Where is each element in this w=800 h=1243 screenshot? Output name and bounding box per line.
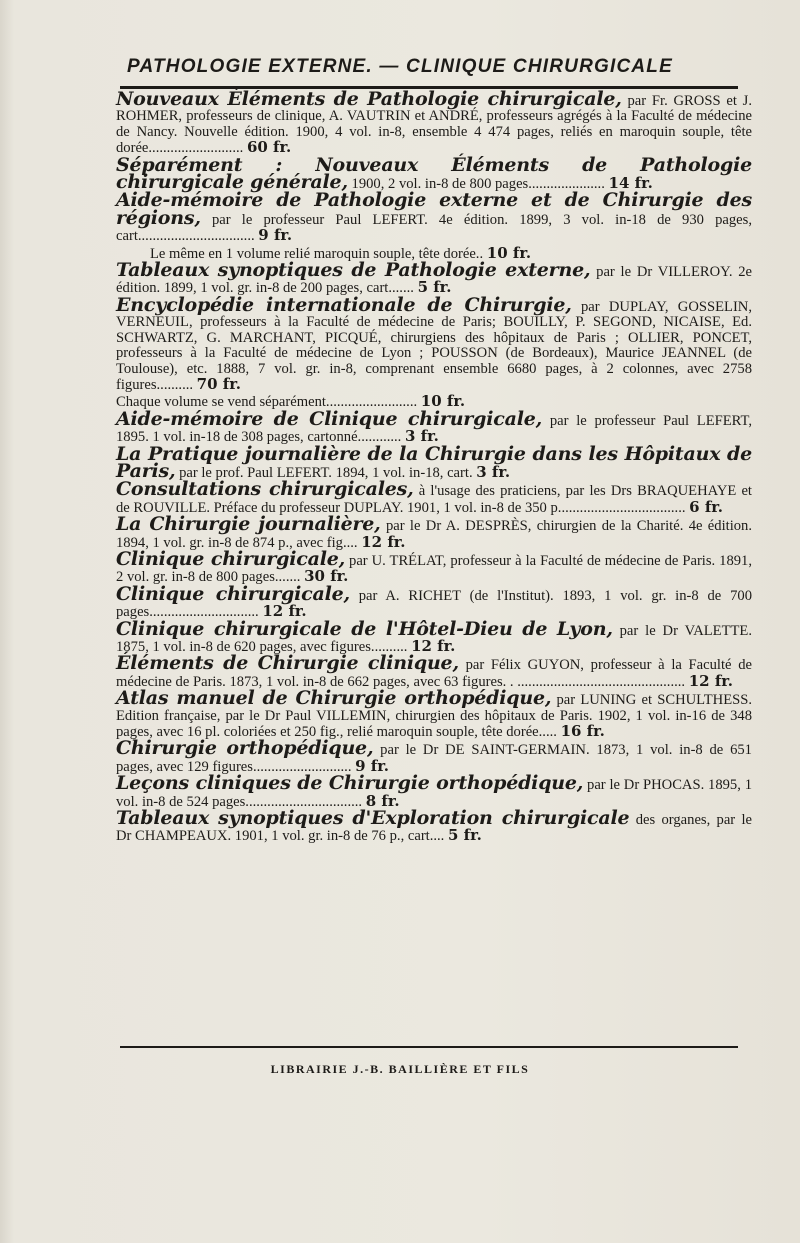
catalog-entry — [116, 513, 752, 551]
catalog-entry — [116, 478, 752, 516]
entry-price: 9 fr. — [355, 756, 390, 775]
publisher-footer: LIBRAIRIE J.-B. BAILLIÈRE ET FILS — [270, 1062, 530, 1076]
entry-text: par le Dr DE SAINT-GERMAIN. 1873, 1 vol. in-8 de 651 pages, avec 129 figures........................... — [116, 742, 752, 775]
entry-title: Clinique chirurgicale, — [116, 547, 346, 570]
entry-title: Aide-mémoire de Pathologie externe et de Chirurgie des régions, — [116, 189, 752, 229]
entry-price: 3 fr. — [405, 427, 439, 446]
entry-price: 5 fr. — [417, 278, 452, 297]
entry-title: Clinique chirurgicale, — [116, 582, 350, 605]
catalog-entry — [116, 582, 752, 621]
catalog-entry — [116, 772, 752, 810]
entry-price: 60 fr. — [246, 138, 292, 157]
entry-text: par le prof. Paul LEFERT. 1894, 1 vol. in-18, cart. — [179, 464, 473, 481]
catalog-entry — [116, 259, 752, 297]
entry-title: La Chirurgie journalière, — [116, 513, 381, 536]
footer-rule — [120, 1046, 738, 1048]
entry-title: Chirurgie orthopédique, — [116, 737, 374, 760]
entry-title: Clinique chirurgicale de l'Hôtel-Dieu de Lyon, — [116, 617, 613, 640]
entry-title: Séparément : Nouveaux Éléments de Pathologie chirurgicale générale, — [116, 153, 752, 194]
entry-title: Tableaux synoptiques de Pathologie externe, — [116, 259, 591, 282]
entry-text: par le professeur Paul LEFERT, 1895. 1 vol. in-18 de 308 pages, cartonné............ — [116, 412, 753, 446]
entry-title: Leçons cliniques de Chirurgie orthopédique, — [116, 772, 584, 795]
catalog-entry — [116, 547, 752, 586]
entry-title: Tableaux synoptiques d'Exploration chirurgicale — [116, 807, 630, 830]
entry-text: par LUNING et SCHULTHESS. Edition française, par le Dr Paul VILLEMIN, chirurgien des hôpitaux de Paris. 1902, 1 vol. in-16 de 348 pages, avec 16 pl. coloriées et 250 fig., relié maroquin souple, tête dorée..... — [116, 692, 752, 741]
entry-text: par le Dr A. DESPRÈS, chirurgien de la Charité. 4e édition. 1894, 1 vol. gr. in-8 de 874 p., avec fig.... — [116, 518, 752, 551]
entry-price: 16 fr. — [560, 722, 605, 741]
entry-price: 14 fr. — [608, 174, 653, 193]
entry-price: 12 fr. — [262, 602, 307, 621]
entry-title: Encyclopédie internationale de Chirurgie, — [116, 293, 572, 316]
catalog-entry — [116, 617, 752, 656]
entry-price: 12 fr. — [361, 532, 406, 551]
entry-text: Chaque volume se vend séparément......................... — [116, 394, 418, 411]
catalog-listing — [116, 88, 753, 846]
catalog-entry — [116, 442, 752, 482]
entry-title: La Pratique journalière de la Chirurgie dans les Hôpitaux de Paris, — [116, 442, 752, 482]
catalog-entry — [116, 807, 752, 845]
entry-title: Aide-mémoire de Clinique chirurgicale, — [116, 407, 543, 430]
catalog-entry — [116, 652, 752, 690]
entry-price: 5 fr. — [448, 826, 482, 845]
catalog-entry — [116, 153, 752, 194]
catalog-entry — [116, 407, 753, 446]
entry-text: par Fr. GROSS et J. ROHMER, professeurs de clinique, A. VAUTRIN et ANDRÉ, professeurs agrégés à la Faculté de médecine de Nancy. Nouvelle édition. 1900, 4 vol. in-8, ensemble 4 474 pages, reliés en maroquin souple, tête dorée.......................... — [116, 93, 753, 157]
entry-text: par U. TRÉLAT, professeur à la Faculté de médecine de Paris. 1891, 2 vol. gr. in-8 de 800 pages....... — [116, 552, 752, 586]
entry-text: par le professeur Paul LEFERT. 4e édition. 1899, 3 vol. in-18 de 930 pages, cart................................ — [116, 211, 752, 245]
entry-text: à l'usage des praticiens, par les Drs BRAQUEHAYE et de ROUVILLE. Préface du professeur DUPLAY. 1901, 1 vol. in-8 de 350 p................................... — [116, 483, 752, 516]
entry-text: Le même en 1 volume relié maroquin souple, tête dorée.. — [150, 245, 484, 262]
catalog-entry — [116, 293, 752, 393]
page-header: PATHOLOGIE EXTERNE. — CLINIQUE CHIRURGICALE — [127, 56, 673, 77]
entry-price: 9 fr. — [258, 226, 293, 245]
entry-title: Éléments de Chirurgie clinique, — [116, 652, 459, 675]
entry-text: 1900, 2 vol. in-8 de 800 pages..................... — [351, 176, 605, 193]
entry-title: Atlas manuel de Chirurgie orthopédique, — [116, 687, 552, 710]
entry-text: par A. RICHET (de l'Institut). 1893, 1 vol. gr. in-8 de 700 pages.............................. — [116, 587, 752, 621]
entry-text: par le Dr PHOCAS. 1895, 1 vol. in-8 de 524 pages................................ — [116, 777, 752, 810]
entry-title: Consultations chirurgicales, — [116, 478, 414, 501]
entry-price: 70 fr. — [196, 374, 241, 393]
entry-text: par le Dr VALETTE. 1875, 1 vol. in-8 de 620 pages, avec figures.......... — [116, 622, 752, 655]
catalog-entry — [116, 88, 753, 157]
entry-price: 10 fr. — [486, 243, 532, 262]
entry-price: 8 fr. — [365, 791, 400, 810]
catalog-entry — [116, 189, 752, 245]
entry-price: 12 fr. — [688, 671, 734, 690]
entry-text: par Félix GUYON, professeur à la Faculté de médecine de Paris. 1873, 1 vol. in-8 de 662 pages, avec 63 figures. . .............................................. — [116, 657, 752, 690]
catalog-entry — [116, 737, 752, 775]
entry-text: par le Dr VILLEROY. 2e édition. 1899, 1 vol. gr. in-8 de 200 pages, cart....... — [116, 264, 752, 297]
entry-text: des organes, par le Dr CHAMPEAUX. 1901, 1 vol. gr. in-8 de 76 p., cart.... — [116, 812, 752, 845]
entry-title: Nouveaux Éléments de Pathologie chirurgicale, — [116, 88, 622, 110]
entry-price: 3 fr. — [476, 462, 511, 481]
entry-price: 6 fr. — [689, 497, 724, 516]
entry-price: 30 fr. — [304, 567, 349, 586]
entry-price: 10 fr. — [420, 392, 466, 411]
catalog-entry — [116, 687, 752, 741]
entry-text: par DUPLAY, GOSSELIN, VERNEUIL, professeurs à la Faculté de médecine de Paris; BOUILLY, P. SEGOND, NICAISE, Ed. SCHWARTZ, G. MARCHANT, PICQUÉ, chirurgiens des hôpitaux de Paris ; OLLIER, PONCET, professeurs à la Faculté de médecine de Lyon ; POUSSON (de Bordeaux), Maurice JEANNEL (de Toulouse), etc. 1888, 7 vol. gr. in-8, comprenant ensemble 6680 pages, à 2 colonnes, avec 2758 figures.......... — [116, 298, 752, 393]
entry-price: 12 fr. — [411, 637, 456, 655]
